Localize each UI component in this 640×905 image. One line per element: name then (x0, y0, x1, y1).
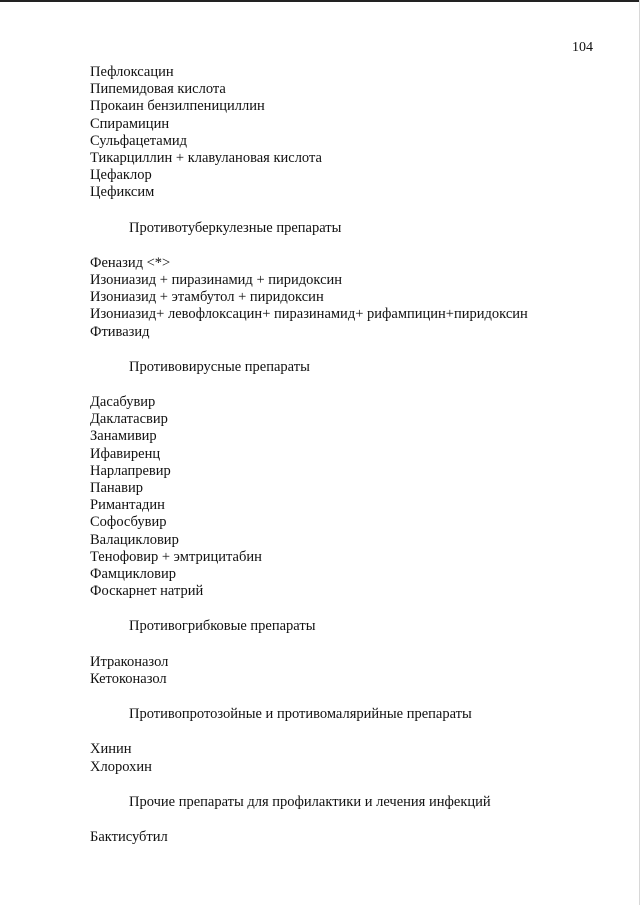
section-antifungal (90, 618, 610, 688)
list-item: Изониазид + этамбутол + пиридоксин (90, 289, 324, 306)
list-item: Бактисубтил (90, 828, 168, 845)
list-item: Панавир (90, 480, 143, 497)
section-antiviral (90, 359, 610, 601)
section-other-infection-drugs (90, 794, 610, 846)
document-body (90, 64, 610, 846)
section-antibiotics-continued (90, 64, 610, 202)
list-item: Софосбувир (90, 514, 167, 531)
section-heading: Прочие препараты для профилактики и лечения инфекций (129, 793, 491, 810)
list-item: Валацикловир (90, 531, 179, 548)
list-item: Прокаин бензилпенициллин (90, 98, 265, 115)
list-item: Нарлапревир (90, 462, 171, 479)
list-item: Римантадин (90, 497, 165, 514)
list-item: Дасабувир (90, 394, 156, 411)
list-item: Сульфацетамид (90, 132, 188, 149)
list-item: Феназид <*> (90, 254, 171, 271)
section-antituberculosis (90, 220, 610, 341)
list-item: Пефлоксацин (90, 64, 174, 80)
list-item: Фоскарнет натрий (90, 583, 204, 600)
list-item: Итраконазол (90, 653, 169, 670)
list-item: Тикарциллин + клавулановая кислота (90, 150, 322, 167)
list-item: Изониазид+ левофлоксацин+ пиразинамид+ рифампицин+пиридоксин (90, 306, 528, 323)
page-number: 104 (572, 40, 593, 55)
list-item: Спирамицин (90, 115, 170, 132)
list-item: Даклатасвир (90, 411, 168, 428)
list-item: Изониазид + пиразинамид + пиридоксин (90, 272, 343, 289)
list-item: Ифавиренц (90, 445, 161, 462)
section-heading: Противопротозойные и противомалярийные препараты (129, 706, 472, 723)
list-item: Тенофовир + эмтрицитабин (90, 548, 262, 565)
section-antiprotozoal-antimalarial (90, 706, 610, 776)
list-item: Занамивир (90, 428, 157, 445)
top-border-line (0, 0, 640, 2)
list-item: Хинин (90, 741, 132, 758)
list-item: Хлорохин (90, 758, 152, 775)
list-item: Цефиксим (90, 184, 155, 201)
section-heading: Противогрибковые препараты (129, 618, 316, 635)
section-heading: Противовирусные препараты (129, 358, 310, 375)
section-heading: Противотуберкулезные препараты (129, 219, 342, 236)
list-item: Фамцикловир (90, 566, 176, 583)
list-item: Цефаклор (90, 167, 152, 184)
list-item: Пипемидовая кислота (90, 81, 226, 98)
list-item: Фтивазид (90, 323, 150, 340)
list-item: Кетоконазол (90, 670, 167, 687)
